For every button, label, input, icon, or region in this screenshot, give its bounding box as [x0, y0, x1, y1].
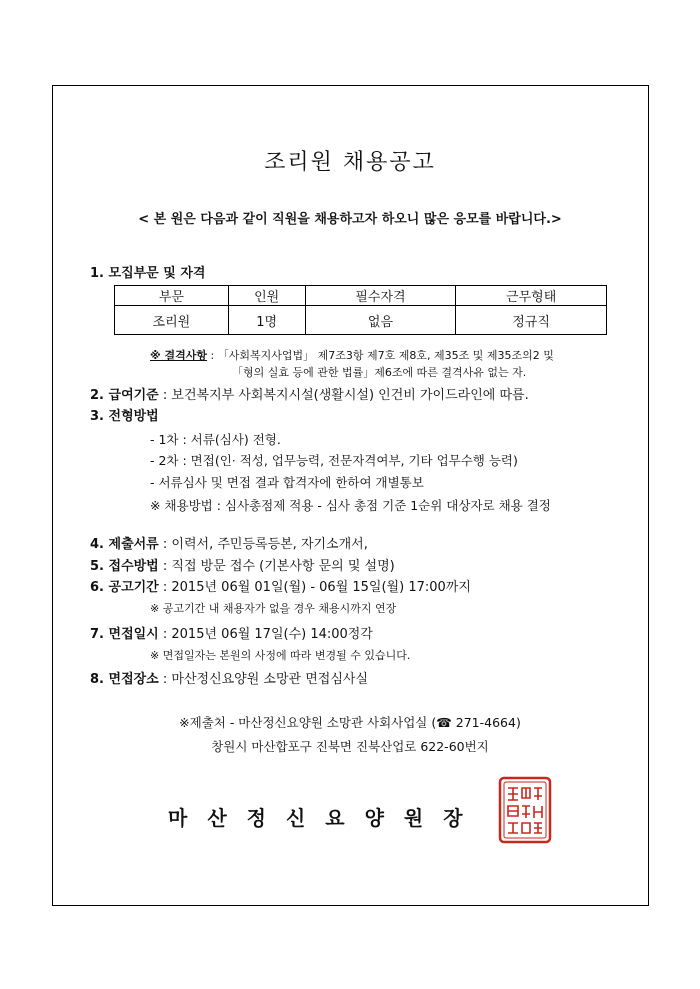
disqualification-note-cont: 「형의 실효 등에 관한 법률」제6조에 따른 결격사유 없는 자. [232, 366, 527, 379]
address: 창원시 마산합포구 진북면 진북산업로 622-60번지 [211, 739, 489, 754]
table-header-cell: 인원 [228, 286, 305, 306]
section-notice-period: 6. 공고기간 : 2015년 06월 01일(월) - 06월 15일(월) 17:00까지 [90, 580, 471, 595]
table-header-cell: 필수자격 [305, 286, 456, 306]
table-row [115, 306, 607, 335]
recruit-table [114, 285, 607, 335]
disqualification-note: ※ 결격사항 : 「사회복지사업법」 제7조3항 제7호 제8호, 제35조 및 제35조의2 및 [150, 349, 554, 362]
table-cell: 조리원 [115, 306, 229, 335]
table-header-cell: 근무형태 [456, 286, 607, 306]
notice-title: 조리원 채용공고 [264, 150, 436, 175]
section-selection-heading: 3. 전형방법 [90, 409, 159, 424]
section-application-method: 5. 접수방법 : 직접 방문 접수 (기본사항 문의 및 설명) [90, 559, 395, 574]
selection-note: ※ 채용방법 : 심사총점제 적용 - 심사 총점 기준 1순위 대상자로 채용 결정 [150, 498, 551, 513]
section-interview-date: 7. 면접일시 : 2015년 06월 17일(수) 14:00정각 [90, 627, 373, 642]
signer-name: 마산정신요양원장 [168, 806, 483, 830]
table-header-row [115, 286, 607, 306]
submission-contact: ※제출처 - 마산정신요양원 소망관 사회사업실 (☎ 271-4664) [179, 715, 521, 730]
note-label: ※ 결격사항 [150, 349, 208, 362]
interview-date-note: ※ 면접일자는 본원의 사정에 따라 변경될 수 있습니다. [150, 649, 411, 662]
section-interview-place: 8. 면접장소 : 마산정신요양원 소망관 면접심사실 [90, 672, 369, 687]
notice-period-note: ※ 공고기간 내 채용자가 없을 경우 채용시까지 연장 [150, 602, 397, 615]
table-header-cell: 부문 [115, 286, 229, 306]
official-seal-icon [498, 776, 552, 844]
notice-subtitle: < 본 원은 다음과 같이 직원을 채용하고자 하오니 많은 응모를 바랍니다.> [138, 212, 562, 227]
table-cell: 없음 [305, 306, 456, 335]
table-cell: 정규직 [456, 306, 607, 335]
list-item: - 서류심사 및 면접 결과 합격자에 한하여 개별통보 [150, 475, 424, 490]
section-recruit-heading: 1. 모집부문 및 자격 [90, 266, 206, 281]
section-documents: 4. 제출서류 : 이력서, 주민등록등본, 자기소개서, [90, 537, 368, 552]
section-salary: 2. 급여기준 : 보건복지부 사회복지시설(생활시설) 인건비 가이드라인에 따름. [90, 388, 529, 403]
list-item: - 1차 : 서류(심사) 전형. [150, 432, 281, 447]
table-cell: 1명 [228, 306, 305, 335]
list-item: - 2차 : 면접(인· 적성, 업무능력, 전문자격여부, 기타 업무수행 능력) [150, 453, 518, 468]
